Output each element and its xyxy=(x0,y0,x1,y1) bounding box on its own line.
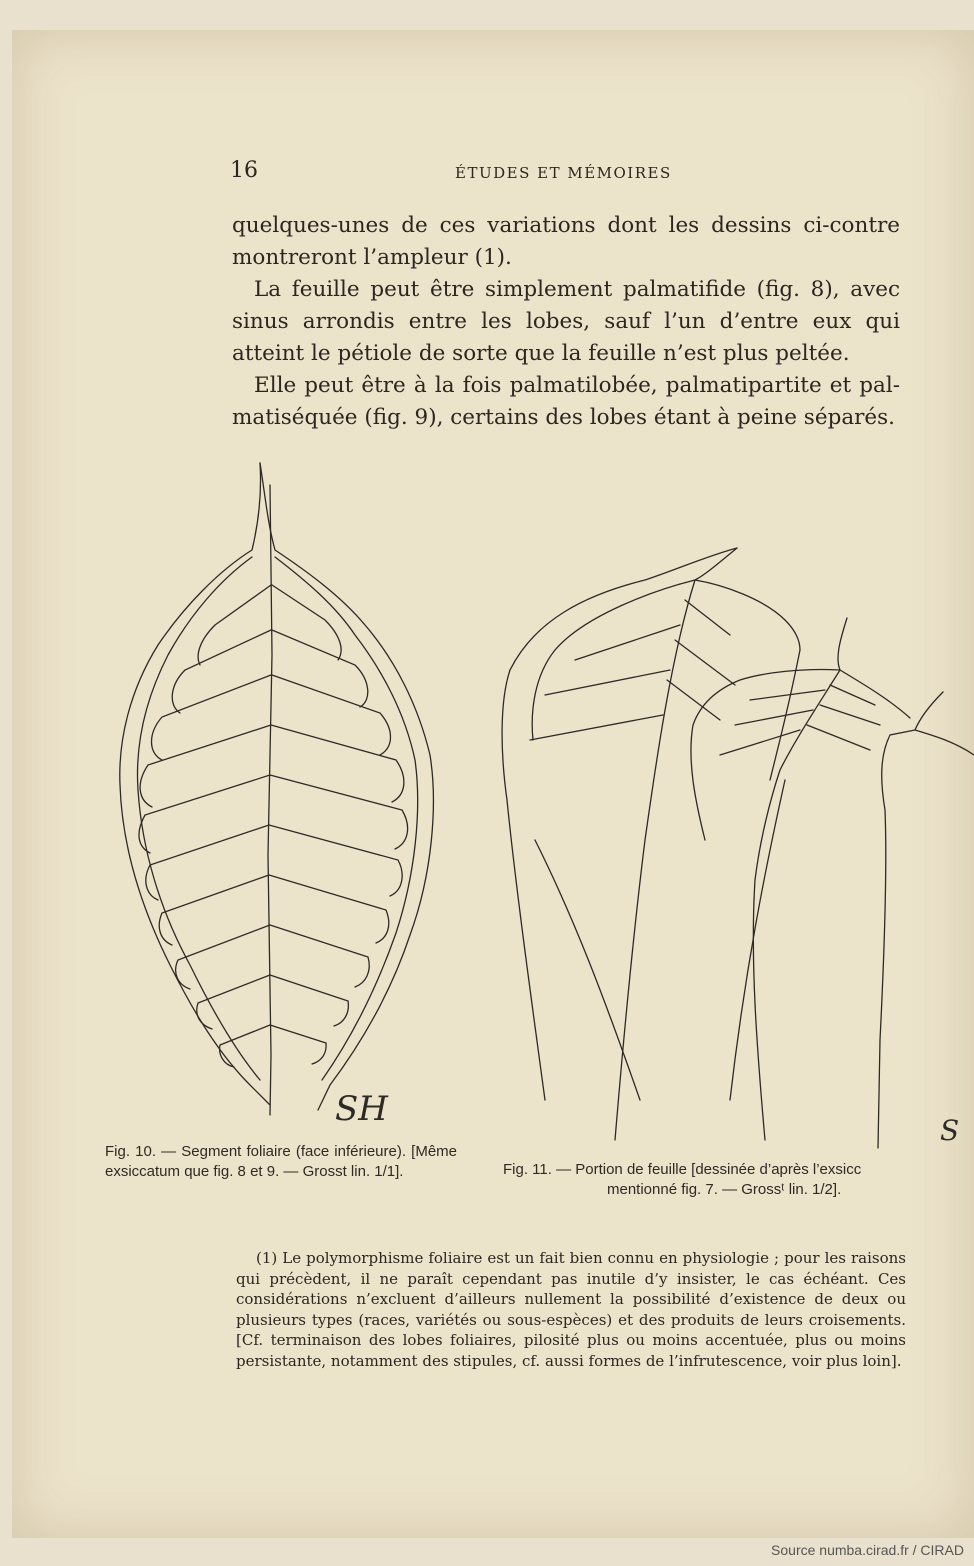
fig10-signature: SH xyxy=(335,1089,388,1129)
running-head: ÉTUDES ET MÉMOIRES xyxy=(455,164,672,182)
paragraph-3: Elle peut être à la fois palmatilobée, palmatipartite et palmatiséquée (fig. 9), certains des lobes étant à peine séparés. xyxy=(232,373,900,430)
page-number: 16 xyxy=(230,158,258,183)
body-text xyxy=(232,210,900,434)
paragraph-2: La feuille peut être simplement palmatifide (fig. 8), avec sinus arrondis entre les lobes, sauf l’un d’entre eux qui atteint le pétiole de sorte que la feuille n’est plus peltée. xyxy=(232,277,900,366)
fig11-caption-line1: Fig. 11. — Portion de feuille [dessinée d’après l’exsicc xyxy=(503,1161,862,1178)
fig11-signature: S xyxy=(940,1114,960,1147)
source-note[interactable]: Source numba.cirad.fr / CIRAD xyxy=(771,1542,964,1558)
footnote-text: (1) Le polymorphisme foliaire est un fait bien connu en physiologie ; pour les raisons qui précèdent, il ne paraît cependant pas inutile d’y insister, le cas échéant. Ces considérations n’excluent d’ailleurs nullement la possibilité d’existence de deux ou plusieurs types (races, variétés ou sous-espèces) et des produits de leurs croisements. [Cf. terminaison des lobes foliaires, pilosité plus ou moins accentuée, plus ou moins persistante, notamment des stipules, cf. aussi formes de l’infrutescence, voir plus loin]. xyxy=(236,1249,906,1370)
fig11-caption-line2: mentionné fig. 7. — Grossᵗ lin. 1/2]. xyxy=(607,1181,842,1198)
fig11-caption xyxy=(503,1160,974,1200)
leaf-portion-drawing-icon xyxy=(495,540,974,1150)
footnote xyxy=(236,1248,906,1371)
fig10-caption: Fig. 10. — Segment foliaire (face inférieure). [Même exsiccatum que fig. 8 et 9. — Grosst lin. 1/1]. xyxy=(105,1143,457,1180)
leaf-segment-drawing-icon xyxy=(100,455,460,1135)
paragraph-1: quelques-unes de ces variations dont les dessins ci-contre montreront l’ampleur (1). xyxy=(232,213,900,270)
